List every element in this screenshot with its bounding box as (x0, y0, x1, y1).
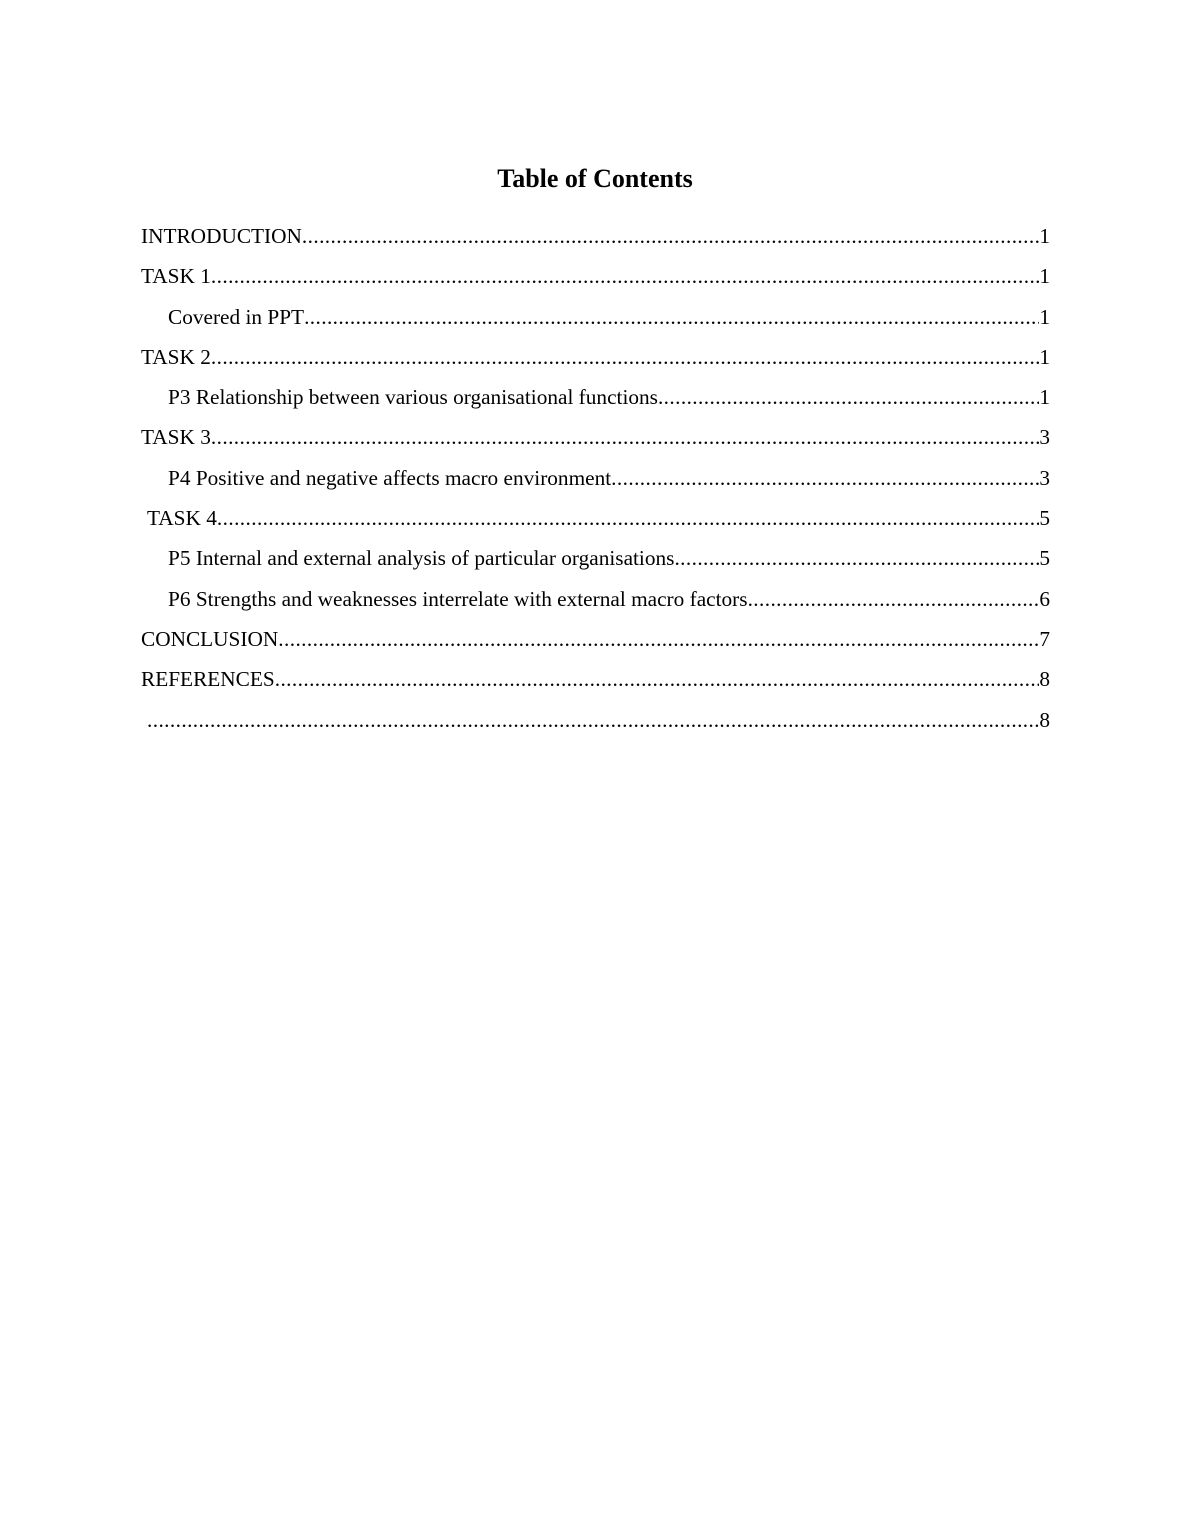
toc-entry-page: 1 (1039, 264, 1050, 289)
toc-entry-p6[interactable] (141, 579, 1050, 619)
toc-entry-covered-in-ppt[interactable] (141, 297, 1050, 337)
toc-entry-p5[interactable] (141, 538, 1050, 578)
toc-entry-introduction[interactable] (141, 216, 1050, 256)
toc-leader-dots (217, 498, 1039, 538)
toc-entry-label: P4 Positive and negative affects macro environment (168, 465, 612, 490)
toc-entry-task-2[interactable] (141, 337, 1050, 377)
toc-entry-page: 1 (1039, 385, 1050, 410)
toc-entry-label: P6 Strengths and weaknesses interrelate with external macro factors (168, 586, 748, 611)
toc-leader-dots (211, 417, 1039, 457)
toc-entry-label: TASK 3 (141, 425, 211, 450)
toc-entry-untitled[interactable] (141, 700, 1050, 740)
toc-entry-page: 7 (1039, 626, 1050, 651)
toc-leader-dots (611, 458, 1039, 498)
toc-entry-page: 3 (1039, 465, 1050, 490)
toc-entry-label: P5 Internal and external analysis of particular organisations (168, 546, 675, 571)
toc-entry-page: 1 (1039, 224, 1050, 248)
toc-entry-page: 5 (1039, 506, 1050, 531)
toc-leader-dots (278, 619, 1039, 659)
toc-entry-page: 6 (1039, 586, 1050, 611)
toc-entry-page: 1 (1039, 344, 1050, 369)
toc-entry-page: 8 (1039, 667, 1050, 692)
toc-leader-dots (275, 659, 1040, 699)
toc-entry-page: 8 (1039, 707, 1050, 732)
toc-leader-dots (302, 216, 1039, 256)
toc-entry-references[interactable] (141, 659, 1050, 699)
toc-entry-label: P3 Relationship between various organisational functions (168, 385, 658, 410)
toc-leader-dots (748, 579, 1040, 619)
toc-entry-label: REFERENCES (141, 667, 275, 692)
toc-entry-task-3[interactable] (141, 417, 1050, 457)
toc-entry-label: TASK 1 (141, 264, 211, 289)
toc-entry-p4[interactable] (141, 458, 1050, 498)
toc-entry-label: INTRODUCTION (141, 224, 302, 248)
toc-leader-dots (658, 377, 1039, 417)
toc-entry-label: TASK 4 (147, 506, 217, 531)
toc-entry-task-1[interactable] (141, 256, 1050, 296)
toc-entry-p3[interactable] (141, 377, 1050, 417)
toc-entry-conclusion[interactable] (141, 619, 1050, 659)
toc-leader-dots (211, 256, 1039, 296)
toc-entry-page: 5 (1039, 546, 1050, 571)
toc-entry-label: TASK 2 (141, 344, 211, 369)
toc-leader-dots (304, 297, 1039, 337)
toc-entry-label: CONCLUSION (141, 626, 279, 651)
toc-leader-dots (674, 538, 1039, 578)
toc-entry-task-4[interactable] (141, 498, 1050, 538)
toc-entry-label: Covered in PPT (168, 304, 305, 329)
toc-entry-page: 1 (1039, 304, 1050, 329)
toc-leader-dots (211, 337, 1039, 377)
toc-entry-page: 3 (1039, 425, 1050, 450)
toc-leader-dots (147, 700, 1039, 740)
toc-list (141, 216, 1050, 740)
toc-title: Table of Contents (497, 164, 693, 193)
